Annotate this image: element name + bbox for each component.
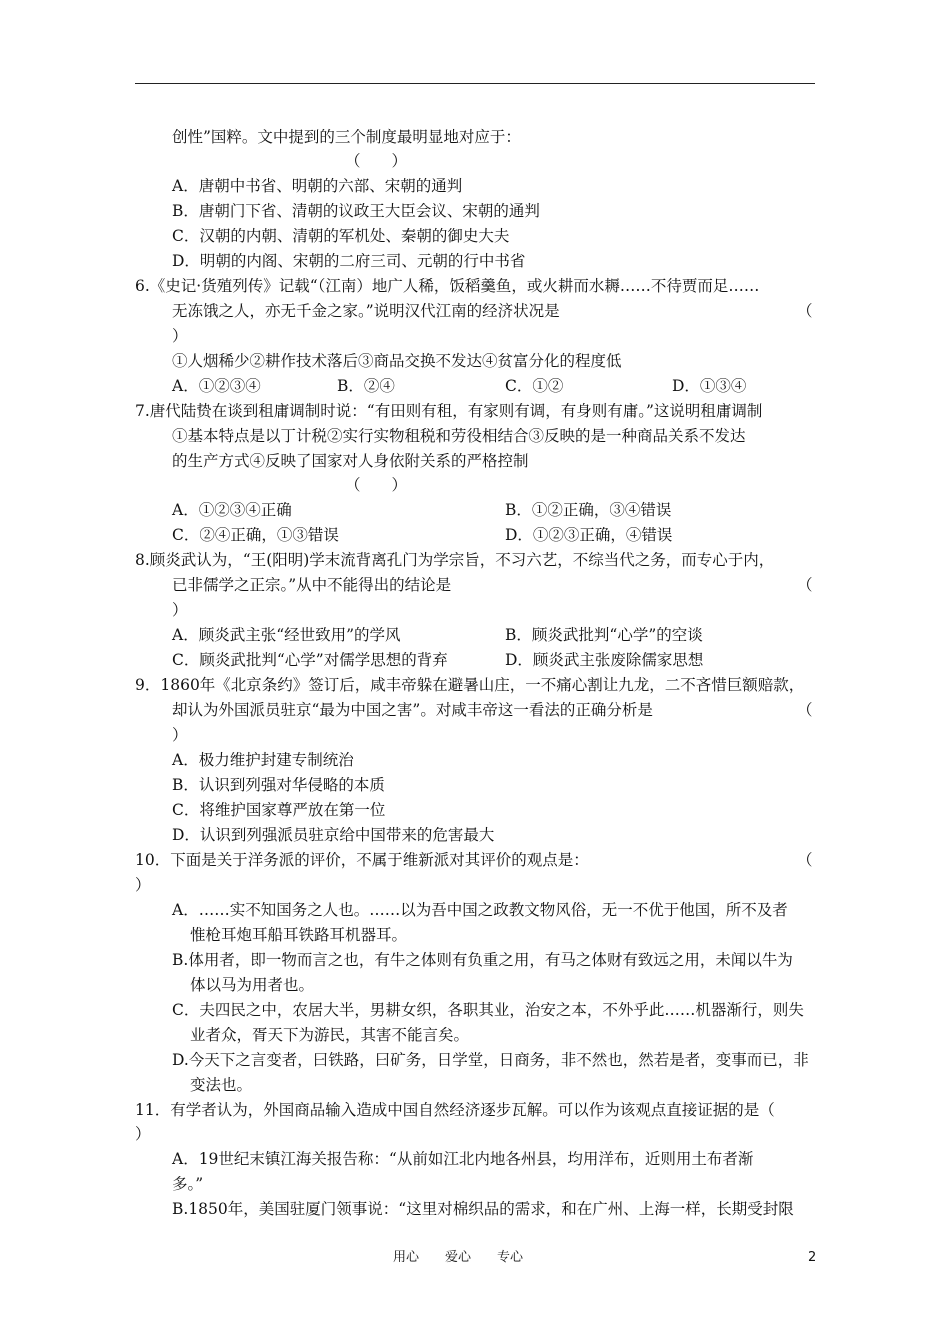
q11-option-b-line1: B.1850年，美国驻厦门领事说：“这里对棉织品的需求，和在广州、上海一样，长期受封限 [172,1200,794,1218]
q8-option-d: D．顾炎武主张废除儒家思想 [505,651,704,669]
q9-paren-close: ） [172,726,188,744]
q11-option-a-line1: A．19世纪末镇江海关报告称：“从前如江北内地各州县，均用洋布，近则用土布者渐 [172,1150,754,1168]
q11-option-a-line2: 多。” [172,1175,204,1193]
q5-answer-paren: （ ） [345,152,408,170]
q10-option-c-line1: C．夫四民之中，农居大半，男耕女织，各职其业，治安之本，不外乎此……机器渐行，则失 [172,1001,804,1019]
q6-line1: 6.《史记·货殖列传》记载“（江南）地广人稀，饭稻羹鱼，或火耕而水耨……不待贾而足…… [135,277,760,295]
q9-line1: 9．1860年《北京条约》签订后，咸丰帝躲在避暑山庄，一不痛心割让九龙，二不吝惜巨额赔款， [135,676,805,694]
q7-option-b: B．①②正确，③④错误 [505,501,672,519]
q8-option-c: C．顾炎武批判“心学”对儒学思想的背弃 [172,651,448,669]
q5-option-d: D．明朝的内阁、宋朝的二府三司、元朝的行中书省 [172,252,526,270]
q9-line2: 却认为外国派员驻京“最为中国之害”。对咸丰帝这一看法的正确分析是 [172,701,653,719]
q7-line2: ①基本特点是以丁计税②实行实物租税和劳役相结合③反映的是一种商品关系不发达 [172,427,746,445]
q10-line1: 10．下面是关于洋务派的评价，不属于维新派对其评价的观点是： [135,851,589,869]
q8-option-a: A．顾炎武主张“经世致用”的学风 [172,626,401,644]
footer-motto: 用心 爱心 专心 [393,1250,524,1265]
q7-option-c: C．②④正确，①③错误 [172,526,339,544]
q11-line1: 11．有学者认为，外国商品输入造成中国自然经济逐步瓦解。可以作为该观点直接证据的是（ [135,1101,775,1119]
q6-statements: ①人烟稀少②耕作技术落后③商品交换不发达④贫富分化的程度低 [172,352,622,370]
q10-paren-close: ） [135,876,151,894]
q10-option-a-line2: 惟枪耳炮耳船耳铁路耳机器耳。 [190,926,408,944]
q9-option-b: B．认识到列强对华侵略的本质 [172,776,385,794]
q7-option-a: A．①②③④正确 [172,501,292,519]
q11-paren-close: ） [135,1125,151,1143]
q10-option-d-line1: D.今天下之言变者，曰铁路，曰矿务，日学堂，日商务，非不然也，然若是者，变事而已，非 [172,1051,809,1069]
q5-line1: 创性”国粹。文中提到的三个制度最明显地对应于： [172,128,521,146]
q8-paren-open: （ [797,576,813,594]
q10-option-a-line1: A．……实不知国务之人也。……以为吾中国之政教文物风俗，无一不优于他国，所不及者 [172,901,788,919]
page-number: 2 [808,1250,817,1265]
q9-option-d: D．认识到列强派员驻京给中国带来的危害最大 [172,826,495,844]
q10-option-d-line2: 变法也。 [190,1076,253,1094]
q8-line1: 8.顾炎武认为，“王(阳明)学末流背离孔门为学宗旨，不习六艺，不综当代之务，而专心于内， [135,551,775,569]
q7-line3: 的生产方式④反映了国家对人身依附关系的严格控制 [172,452,529,470]
q8-line2: 已非儒学之正宗。”从中不能得出的结论是 [172,576,452,594]
q7-line1: 7.唐代陆贽在谈到租庸调制时说：“有田则有租，有家则有调，有身则有庸。”这说明租庸调制 [135,402,763,420]
q9-option-c: C．将维护国家尊严放在第一位 [172,801,386,819]
header-rule [135,83,815,84]
q10-option-c-line2: 业者众，胥天下为游民，其害不能言矣。 [190,1026,470,1044]
q6-line2: 无冻饿之人，亦无千金之家。”说明汉代江南的经济状况是 [172,302,560,320]
q6-paren-close: ） [172,327,188,345]
q5-option-a: A．唐朝中书省、明朝的六部、宋朝的通判 [172,177,463,195]
q10-paren-open: （ [797,851,813,869]
q6-paren-open: （ [797,302,813,320]
q7-answer-paren: （ ） [345,476,408,494]
q6-option-d: D．①③④ [672,377,747,395]
q9-paren-open: （ [797,701,813,719]
q7-option-d: D．①②③正确，④错误 [505,526,673,544]
q5-option-c: C．汉朝的内朝、清朝的军机处、秦朝的御史大夫 [172,227,510,245]
q8-option-b: B．顾炎武批判“心学”的空谈 [505,626,703,644]
q6-option-a: A．①②③④ [172,377,261,395]
q9-option-a: A．极力维护封建专制统治 [172,751,354,769]
q5-option-b: B．唐朝门下省、清朝的议政王大臣会议、宋朝的通判 [172,202,540,220]
q10-option-b-line2: 体以马为用者也。 [190,976,315,994]
q10-option-b-line1: B.体用者，即一物而言之也，有牛之体则有负重之用，有马之体财有致远之用，未闻以牛为 [172,951,793,969]
q6-option-b: B．②④ [337,377,395,395]
q6-option-c: C．①② [505,377,564,395]
q8-paren-close: ） [172,601,188,619]
